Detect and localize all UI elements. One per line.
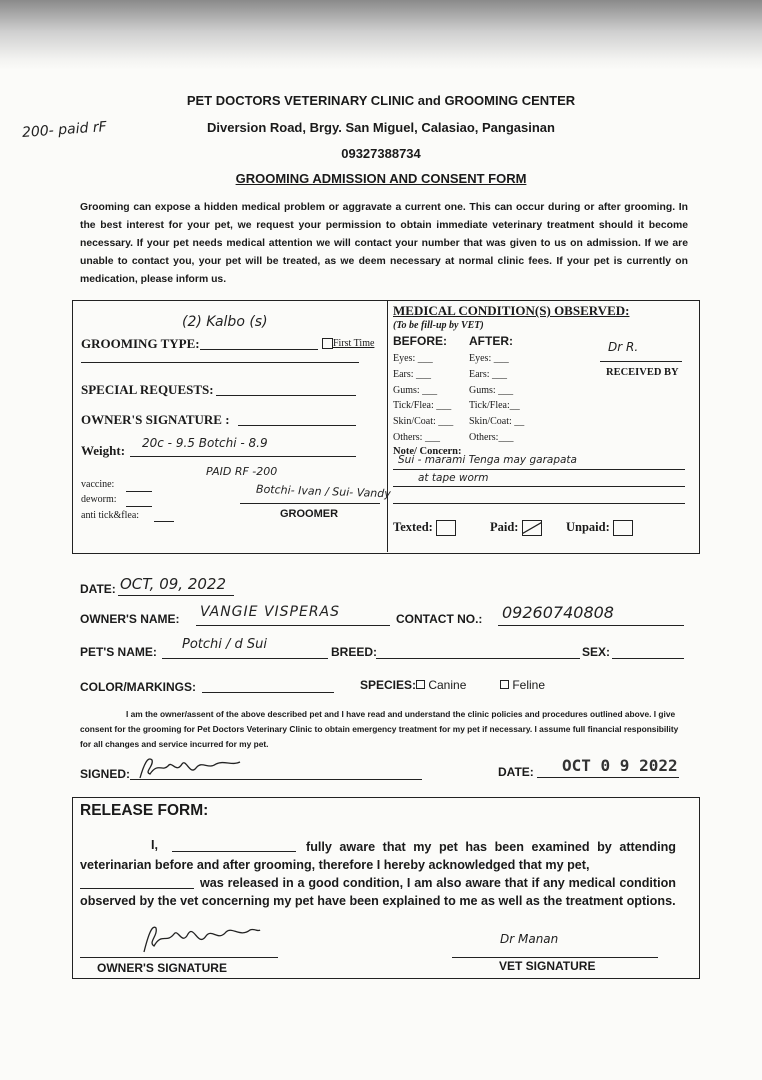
check-skin-after[interactable]: Skin/Coat: __ [469, 416, 525, 428]
first-time-checkbox[interactable] [322, 338, 333, 349]
medical-subtitle: (To be fill-up by VET) [393, 320, 484, 331]
after-label: AFTER: [469, 334, 513, 348]
clinic-phone: 09327388734 [341, 146, 421, 161]
received-by-value[interactable]: Dr R. [608, 340, 639, 354]
species-label: SPECIES: [360, 678, 417, 692]
owner-signature-field[interactable] [238, 425, 356, 426]
date-value[interactable]: OCT, 09, 2022 [120, 575, 226, 593]
clinic-address: Diversion Road, Brgy. San Miguel, Calasiao, Pangasinan [207, 120, 555, 135]
breed-field[interactable] [376, 658, 580, 659]
paid-note: PAID RF -200 [206, 465, 278, 478]
form-title: GROOMING ADMISSION AND CONSENT FORM [235, 171, 527, 186]
signed-date-stamp: OCT 0 9 2022 [562, 756, 678, 775]
check-gums-before[interactable]: Gums: ___ [393, 384, 438, 396]
weight-label: Weight: [81, 443, 126, 458]
vet-signature-value: Dr Manan [500, 932, 559, 946]
color-label: COLOR/MARKINGS: [80, 680, 196, 694]
check-ears-after[interactable]: Ears: ___ [469, 368, 508, 380]
vaccine-label: vaccine: [81, 479, 115, 490]
unpaid-checkbox[interactable] [613, 520, 633, 536]
note-label: Note/ Concern: [393, 446, 462, 457]
before-checklist [393, 351, 453, 446]
sex-field[interactable] [612, 658, 684, 659]
groomer-value[interactable]: Botchi- Ivan / Sui- Vandy [255, 482, 391, 501]
weight-value[interactable]: 20c - 9.5 Botchi - 8.9 [142, 436, 268, 450]
special-requests-field[interactable] [216, 395, 356, 396]
signed-label: SIGNED: [80, 767, 131, 781]
margin-note: 200- paid rF [21, 119, 108, 141]
release-owner-signature-label: OWNER'S SIGNATURE [97, 961, 227, 975]
owner-signature-scribble [136, 752, 246, 782]
consent-paragraph: I am the owner/assent of the above described pet and I have read and understand the clinic policies and procedures outlined above. I give consent for the grooming for Pet Doctors Veterinary Clinic to obtain emergency treatment for my pet if necessary. I assume full financial responsibility for all changes and service incurred for my pet. [80, 709, 679, 749]
check-others-before[interactable]: Others: ___ [393, 431, 440, 443]
release-text-1: fully aware that my pet has been examined by attending veterinarian before and after grooming, therefore I hereby acknowledged that my pet, [80, 840, 676, 872]
check-eyes-before[interactable]: Eyes: ___ [393, 353, 433, 364]
deworm-label: deworm: [81, 494, 117, 505]
canine-option[interactable]: Canine [416, 678, 466, 692]
feline-option[interactable]: Feline [500, 678, 545, 692]
contact-value[interactable]: 09260740808 [502, 603, 614, 622]
owner-name-label: OWNER'S NAME: [80, 612, 180, 626]
release-i-label: I, [151, 838, 158, 852]
owner-name-value[interactable]: VANGIE VISPERAS [200, 604, 341, 620]
sex-label: SEX: [582, 645, 611, 659]
vet-signature-label: VET SIGNATURE [499, 959, 596, 973]
antitick-label: anti tick&flea: [81, 510, 140, 521]
paid-checkbox[interactable] [522, 520, 542, 536]
intro-paragraph: Grooming can expose a hidden medical problem or aggravate a current one. This can occur during or after grooming. In the best interest for your pet, we request your permission to obtain immediate veterinary treatment should it become necessary. If your pet needs medical attention we will contact your number that was given to us on admission. If we are unable to contact you, your pet will be treated, as we deem necessary at normal clinic fees. If your pet is currently on medication, please inform us. [80, 202, 688, 285]
pet-name-value[interactable]: Potchi / d Sui [182, 637, 268, 652]
check-gums-after[interactable]: Gums: ___ [469, 384, 514, 396]
after-checklist [469, 351, 524, 446]
contact-label: CONTACT NO.: [396, 612, 483, 626]
before-label: BEFORE: [393, 334, 447, 348]
check-tick-before[interactable]: Tick/Flea: ___ [393, 400, 452, 412]
owner-signature-label: OWNER'S SIGNATURE : [81, 412, 230, 427]
date-label: DATE: [80, 582, 116, 596]
medical-title: MEDICAL CONDITION(S) OBSERVED: [393, 303, 630, 318]
release-title: RELEASE FORM: [80, 802, 209, 819]
texted-option[interactable]: Texted: [393, 520, 456, 536]
breed-label: BREED: [331, 645, 378, 659]
release-text-2: was released in a good condition, I am also aware that if any medical condition observed by the vet concerning my pet have been explained to me as well as the treatment options. [80, 876, 676, 908]
panel-divider [387, 300, 388, 552]
first-time-option[interactable]: First Time [322, 338, 374, 349]
texted-checkbox[interactable] [436, 520, 456, 536]
check-eyes-after[interactable]: Eyes: ___ [469, 353, 509, 364]
note-line-1[interactable]: Sui - marami Tenga may garapata [398, 454, 577, 466]
clinic-name: PET DOCTORS VETERINARY CLINIC and GROOMING CENTER [186, 93, 576, 108]
signed-date-label: DATE: [498, 765, 534, 779]
release-owner-signature-scribble [138, 918, 262, 956]
grooming-type-label: GROOMING TYPE: [81, 336, 200, 351]
note-line-2[interactable]: at tape worm [418, 472, 489, 484]
scan-shadow [0, 0, 762, 70]
feline-checkbox[interactable] [500, 680, 509, 689]
received-by-label: RECEIVED BY [606, 367, 679, 378]
check-ears-before[interactable]: Ears: ___ [393, 368, 432, 380]
unpaid-option[interactable]: Unpaid: [566, 520, 633, 536]
pet-name-label: PET'S NAME: [80, 645, 157, 659]
color-field[interactable] [202, 692, 334, 693]
check-skin-before[interactable]: Skin/Coat: ___ [393, 416, 454, 428]
special-requests-label: SPECIAL REQUESTS: [81, 382, 214, 397]
canine-checkbox[interactable] [416, 680, 425, 689]
check-others-after[interactable]: Others:___ [469, 431, 514, 443]
grooming-type-value[interactable]: (2) Kalbo (s) [182, 314, 268, 330]
check-tick-after[interactable]: Tick/Flea:__ [469, 400, 520, 412]
groomer-label: GROOMER [280, 508, 339, 520]
paid-option[interactable]: Paid: [490, 520, 542, 536]
